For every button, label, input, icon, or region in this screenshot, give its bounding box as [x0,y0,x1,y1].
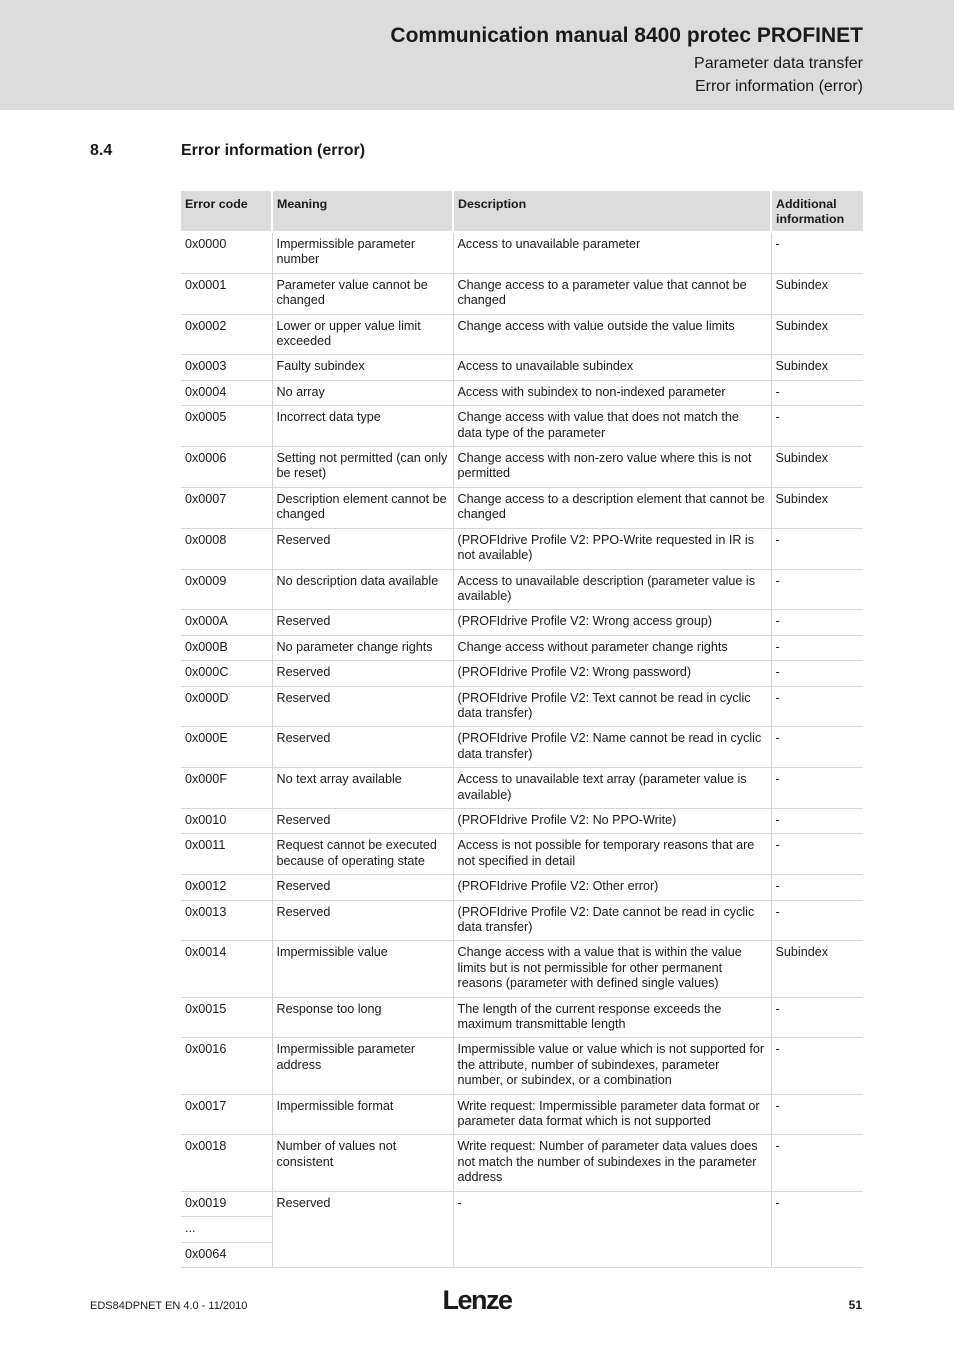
error-code-cell: ... [181,1217,272,1242]
meaning-cell: Reserved [272,686,453,727]
error-code-cell: 0x000A [181,610,272,635]
description-cell: Impermissible value or value which is not supported for the attribute, number of subindexes, parameter number, or subindex, or a combination [453,1038,771,1094]
error-code-cell: 0x000F [181,768,272,809]
document-title: Communication manual 8400 protec PROFINET [390,24,863,47]
error-code-cell: 0x0013 [181,900,272,941]
error-code-cell: 0x0019 [181,1191,272,1216]
description-cell: Change access with value outside the value limits [453,314,771,355]
additional-info-cell: Subindex [771,487,863,528]
error-code-cell: 0x000E [181,727,272,768]
section-subtitle: Error information (error) [694,78,863,95]
meaning-cell: Faulty subindex [272,355,453,380]
additional-info-cell: Subindex [771,273,863,314]
meaning-cell: Reserved [272,808,453,833]
error-code-table [181,191,863,1268]
column-header-description: Description [453,191,771,232]
meaning-cell: Incorrect data type [272,406,453,447]
error-code-cell: 0x0006 [181,447,272,488]
error-code-cell: 0x0009 [181,569,272,610]
meaning-cell: Reserved [272,661,453,686]
additional-info-cell: - [771,686,863,727]
table-row [181,314,863,355]
table-row [181,875,863,900]
column-header-error-code: Error code [181,191,272,232]
additional-info-cell: - [771,528,863,569]
description-cell: - [453,1191,771,1267]
table-row [181,273,863,314]
description-cell: Write request: Number of parameter data values does not match the number of subindexes in the parameter address [453,1135,771,1191]
error-code-cell: 0x0003 [181,355,272,380]
description-cell: (PROFIdrive Profile V2: No PPO-Write) [453,808,771,833]
document-id: EDS84DPNET EN 4.0 - 11/2010 [90,1300,248,1312]
additional-info-cell: Subindex [771,314,863,355]
meaning-cell: Impermissible value [272,941,453,997]
error-code-cell: 0x000D [181,686,272,727]
error-code-cell: 0x0015 [181,997,272,1038]
table-row [181,487,863,528]
table-row [181,447,863,488]
error-code-cell: 0x0000 [181,232,272,273]
table-row [181,635,863,660]
meaning-cell: Response too long [272,997,453,1038]
table-row [181,661,863,686]
additional-info-cell: - [771,1094,863,1135]
table-row [181,1191,863,1216]
error-code-cell: 0x0012 [181,875,272,900]
error-code-cell: 0x000C [181,661,272,686]
meaning-cell: Request cannot be executed because of operating state [272,834,453,875]
meaning-cell: Number of values not consistent [272,1135,453,1191]
error-code-cell: 0x0005 [181,406,272,447]
meaning-cell: Impermissible format [272,1094,453,1135]
additional-info-cell: Subindex [771,355,863,380]
additional-info-cell: - [771,1191,863,1267]
description-cell: Change access without parameter change rights [453,635,771,660]
description-cell: (PROFIdrive Profile V2: Name cannot be read in cyclic data transfer) [453,727,771,768]
additional-info-cell: - [771,1135,863,1191]
description-cell: Change access to a description element that cannot be changed [453,487,771,528]
additional-info-cell: - [771,406,863,447]
description-cell: Access to unavailable subindex [453,355,771,380]
meaning-cell: Reserved [272,875,453,900]
table-row [181,380,863,405]
meaning-cell: Description element cannot be changed [272,487,453,528]
table-row [181,232,863,273]
error-code-cell: 0x0007 [181,487,272,528]
additional-info-cell: - [771,232,863,273]
error-code-cell: 0x0018 [181,1135,272,1191]
table-row [181,610,863,635]
table-row [181,941,863,997]
description-cell: The length of the current response exceeds the maximum transmittable length [453,997,771,1038]
description-cell: Change access with a value that is within the value limits but is not permissible for other permanent reasons (parameter with defined single values) [453,941,771,997]
meaning-cell: No parameter change rights [272,635,453,660]
table-row [181,808,863,833]
additional-info-cell: - [771,875,863,900]
meaning-cell: Reserved [272,528,453,569]
description-cell: (PROFIdrive Profile V2: Text cannot be read in cyclic data transfer) [453,686,771,727]
chapter-title: Parameter data transfer [694,55,863,72]
description-cell: Change access with value that does not match the data type of the parameter [453,406,771,447]
table-row [181,1094,863,1135]
table-row [181,834,863,875]
additional-info-cell: Subindex [771,447,863,488]
table-row [181,569,863,610]
table-row [181,900,863,941]
meaning-cell: Reserved [272,1191,453,1267]
description-cell: (PROFIdrive Profile V2: Wrong password) [453,661,771,686]
meaning-cell: Reserved [272,727,453,768]
table-row [181,997,863,1038]
table-row [181,1038,863,1094]
error-code-cell: 0x0016 [181,1038,272,1094]
additional-info-cell: - [771,569,863,610]
meaning-cell: Setting not permitted (can only be reset) [272,447,453,488]
svg-text:Lenze: Lenze [442,1285,512,1315]
lenze-logo [437,1284,517,1316]
additional-info-cell: - [771,727,863,768]
additional-info-cell: - [771,997,863,1038]
additional-info-cell: - [771,661,863,686]
description-cell: (PROFIdrive Profile V2: Wrong access group) [453,610,771,635]
description-cell: Access with subindex to non-indexed parameter [453,380,771,405]
additional-info-cell: - [771,900,863,941]
error-code-cell: 0x0008 [181,528,272,569]
meaning-cell: No array [272,380,453,405]
table-row [181,686,863,727]
error-code-cell: 0x0004 [181,380,272,405]
additional-info-cell: - [771,635,863,660]
meaning-cell: Impermissible parameter number [272,232,453,273]
description-cell: Write request: Impermissible parameter data format or parameter data format which is not supported [453,1094,771,1135]
error-code-cell: 0x0011 [181,834,272,875]
page-number: 51 [848,1298,862,1312]
table-row [181,528,863,569]
column-header-additional-information: Additional information [771,191,863,232]
meaning-cell: Reserved [272,610,453,635]
description-cell: Access to unavailable parameter [453,232,771,273]
page-header [0,0,954,110]
error-code-cell: 0x0017 [181,1094,272,1135]
description-cell: (PROFIdrive Profile V2: PPO-Write requested in IR is not available) [453,528,771,569]
error-code-cell: 0x0014 [181,941,272,997]
meaning-cell: Parameter value cannot be changed [272,273,453,314]
column-header-meaning: Meaning [272,191,453,232]
description-cell: Change access to a parameter value that cannot be changed [453,273,771,314]
description-cell: Access is not possible for temporary reasons that are not specified in detail [453,834,771,875]
error-code-cell: 0x0010 [181,808,272,833]
meaning-cell: Impermissible parameter address [272,1038,453,1094]
description-cell: Change access with non-zero value where this is not permitted [453,447,771,488]
section-title: Error information (error) [181,142,366,159]
meaning-cell: No description data available [272,569,453,610]
description-cell: Access to unavailable description (parameter value is available) [453,569,771,610]
additional-info-cell: - [771,1038,863,1094]
table-header-row [181,191,863,232]
table-row [181,768,863,809]
table-row [181,727,863,768]
description-cell: (PROFIdrive Profile V2: Date cannot be read in cyclic data transfer) [453,900,771,941]
table-row [181,406,863,447]
description-cell: (PROFIdrive Profile V2: Other error) [453,875,771,900]
meaning-cell: Reserved [272,900,453,941]
description-cell: Access to unavailable text array (parameter value is available) [453,768,771,809]
error-code-cell: 0x0002 [181,314,272,355]
additional-info-cell: - [771,834,863,875]
additional-info-cell: - [771,808,863,833]
error-code-cell: 0x000B [181,635,272,660]
table-row [181,355,863,380]
meaning-cell: Lower or upper value limit exceeded [272,314,453,355]
table-row [181,1135,863,1191]
error-code-cell: 0x0001 [181,273,272,314]
error-code-cell: 0x0064 [181,1242,272,1267]
additional-info-cell: - [771,768,863,809]
additional-info-cell: Subindex [771,941,863,997]
meaning-cell: No text array available [272,768,453,809]
section-number: 8.4 [90,142,113,159]
additional-info-cell: - [771,610,863,635]
additional-info-cell: - [771,380,863,405]
